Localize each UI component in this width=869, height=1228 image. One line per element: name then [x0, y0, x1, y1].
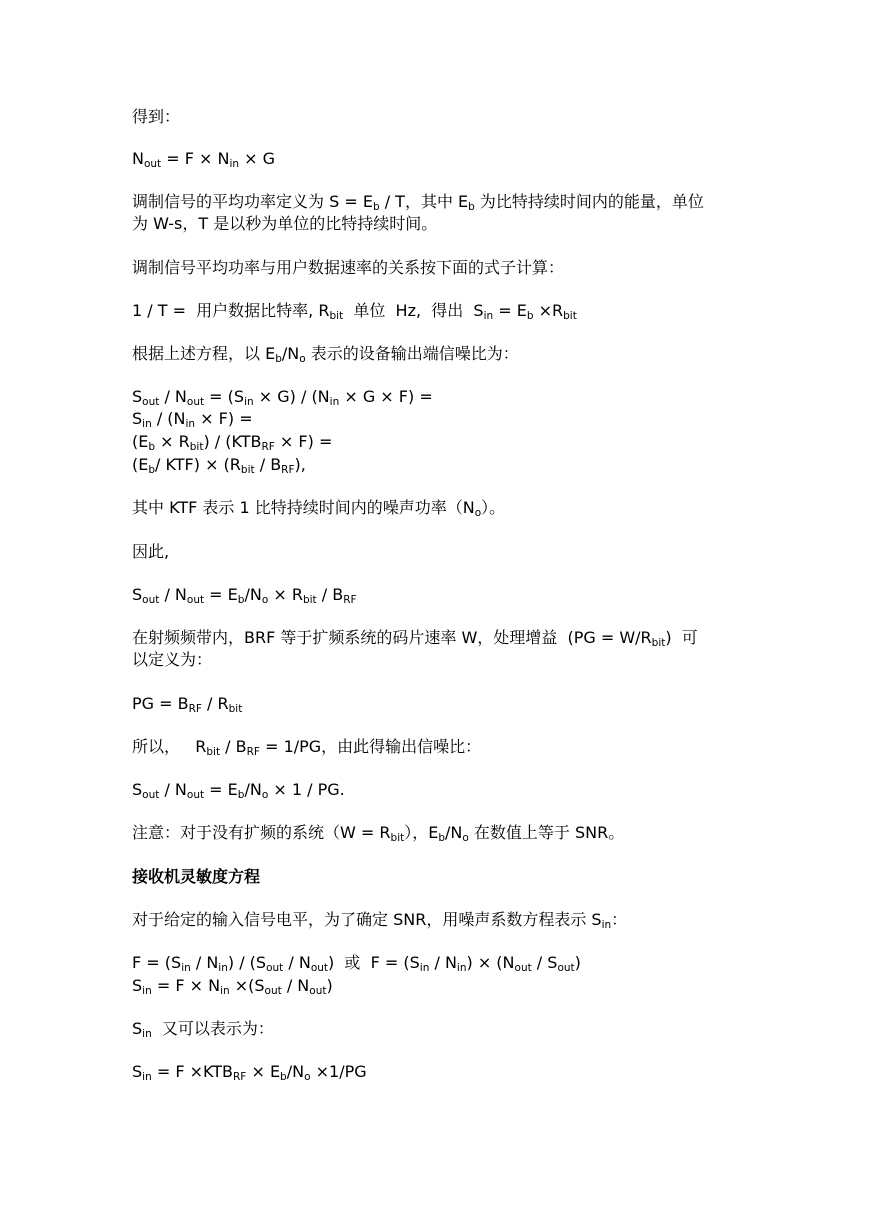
text-segment: = (S — [204, 387, 245, 406]
subscript: in — [142, 1071, 152, 1083]
text-segment: / N — [159, 387, 187, 406]
text-segment: / N — [429, 953, 457, 972]
text-line — [132, 779, 345, 801]
text-segment: 调制信号平均功率与用户数据速率的关系按下面的式子计算： — [132, 258, 565, 277]
subscript: bit — [329, 310, 344, 322]
text-segment: = F × N — [161, 149, 230, 168]
text-segment: × G — [239, 149, 276, 168]
text-line — [132, 541, 169, 563]
text-line — [132, 497, 505, 519]
subscript: b — [438, 832, 446, 844]
text-segment: 所以， R — [132, 737, 207, 756]
text-segment: ) — [326, 976, 333, 995]
text-segment: ），E — [404, 823, 439, 842]
subscript: out — [186, 396, 205, 408]
subscript: b — [275, 353, 282, 365]
subscript: bit — [651, 637, 666, 649]
text-segment: ： — [611, 910, 628, 929]
text-segment: 调制信号的平均功率定义为 S = E — [132, 192, 373, 211]
text-segment: S — [132, 780, 143, 799]
text-segment: ) × (N — [466, 953, 515, 972]
text-line — [132, 386, 433, 408]
text-segment: = F ×KTB — [151, 1062, 234, 1081]
subscript: out — [264, 985, 282, 997]
text-segment: ) 可 — [665, 628, 698, 647]
text-segment: / N — [283, 953, 311, 972]
text-segment: × G × F) = — [339, 387, 433, 406]
text-line — [132, 1061, 367, 1083]
subscript: out — [142, 789, 160, 801]
text-segment: ), — [294, 455, 306, 474]
subscript: b — [526, 310, 534, 322]
text-segment: 注意：对于没有扩频的系统（W = R — [132, 823, 391, 842]
subscript: o — [299, 353, 306, 365]
subscript: RF — [281, 464, 295, 476]
subscript: b — [280, 1071, 287, 1083]
text-segment: / B — [316, 585, 344, 604]
subscript: bit — [228, 703, 243, 715]
subscript: in — [220, 985, 230, 997]
text-segment: S — [132, 585, 143, 604]
text-line — [132, 431, 332, 453]
text-segment: / N — [190, 953, 219, 972]
subscript: bit — [189, 441, 204, 453]
text-segment: PG = B — [132, 694, 189, 713]
subscript: RF — [246, 746, 260, 758]
text-segment: /N — [244, 780, 262, 799]
text-segment: S — [132, 1062, 143, 1081]
text-segment: = 1/PG，由此得输出信噪比： — [259, 737, 482, 756]
subscript: o — [304, 1071, 311, 1083]
text-segment: 在射频频带内，BRF 等于扩频系统的码片速率 W，处理增益 (PG = W/R — [132, 628, 652, 647]
subscript: bit — [563, 310, 577, 322]
text-segment: 因此, — [132, 542, 170, 561]
subscript: bit — [302, 594, 317, 606]
text-line — [132, 454, 306, 476]
subscript: in — [185, 418, 196, 430]
subscript: RF — [343, 594, 357, 606]
text-line — [132, 257, 564, 279]
text-segment: / R — [201, 694, 229, 713]
text-segment: 对于给定的输入信号电平，为了确定 SNR，用噪声系数方程表示 S — [132, 910, 602, 929]
subscript: in — [329, 396, 340, 408]
text-segment: = F × N — [151, 976, 221, 995]
text-segment: × E — [246, 1062, 281, 1081]
text-line — [132, 627, 698, 649]
subscript: RF — [233, 1071, 247, 1083]
subscript: RF — [261, 441, 275, 453]
text-segment: (E — [132, 432, 149, 451]
text-segment: × R — [155, 432, 190, 451]
text-segment: 得到： — [132, 107, 181, 126]
text-segment: ) 或 F = (S — [328, 953, 420, 972]
subscript: b — [372, 201, 380, 213]
text-segment: / T，其中 E — [379, 192, 469, 211]
text-segment: 以定义为： — [132, 650, 213, 669]
text-segment: ×(S — [229, 976, 265, 995]
text-segment: × G) / (N — [253, 387, 330, 406]
text-segment: / N — [159, 780, 187, 799]
text-segment: × 1 / PG. — [268, 780, 345, 799]
subscript: in — [419, 962, 430, 974]
text-segment: F = (S — [132, 953, 182, 972]
text-segment: 为 W-s，T 是以秒为单位的比特持续时间。 — [132, 214, 438, 233]
text-segment: 表示的设备输出端信噪比为： — [305, 344, 519, 363]
subscript: in — [456, 962, 467, 974]
text-segment: = E — [204, 780, 238, 799]
text-segment: / B — [220, 737, 247, 756]
text-segment: 其中 KTF 表示 1 比特持续时间内的噪声功率（N — [132, 498, 475, 517]
text-segment: ×R — [533, 301, 564, 320]
subscript: out — [309, 985, 327, 997]
subscript: in — [483, 310, 494, 322]
text-segment: / N — [281, 976, 310, 995]
text-line — [132, 952, 581, 974]
subscript: out — [557, 962, 575, 974]
text-line — [132, 1018, 274, 1040]
text-segment: S — [132, 1019, 143, 1038]
text-line — [132, 693, 242, 715]
section-heading — [132, 866, 260, 888]
text-segment: 1 / T = 用户数据比特率, R — [132, 301, 330, 320]
text-segment: / (N — [151, 409, 186, 428]
subscript: o — [474, 507, 482, 519]
subscript: in — [244, 396, 254, 408]
text-segment: = E — [204, 585, 238, 604]
text-line — [132, 975, 333, 997]
subscript: in — [229, 158, 240, 170]
subscript: bit — [206, 746, 221, 758]
text-segment: × F) = — [274, 432, 333, 451]
text-line — [132, 909, 627, 931]
text-segment: ）。 — [481, 498, 506, 517]
subscript: b — [148, 441, 156, 453]
text-line — [132, 649, 212, 671]
text-segment: 接收机灵敏度方程 — [132, 867, 261, 886]
text-line — [132, 213, 437, 235]
subscript: bit — [240, 464, 255, 476]
subscript: out — [186, 594, 205, 606]
subscript: out — [514, 962, 532, 974]
text-segment: 又可以表示为： — [151, 1019, 274, 1038]
subscript: out — [310, 962, 329, 974]
subscript: RF — [188, 703, 202, 715]
subscript: out — [142, 594, 160, 606]
text-segment: ×1/PG — [310, 1062, 367, 1081]
text-segment: 根据上述方程，以 E — [132, 344, 276, 363]
subscript: b — [237, 789, 245, 801]
subscript: in — [142, 418, 152, 430]
subscript: in — [142, 1028, 152, 1040]
text-segment: /N — [244, 585, 262, 604]
text-line — [132, 106, 180, 128]
subscript: b — [237, 594, 245, 606]
text-segment: /N — [286, 1062, 305, 1081]
text-segment: N — [132, 149, 144, 168]
text-segment: / B — [254, 455, 282, 474]
text-segment: ) / (KTB — [203, 432, 262, 451]
text-segment: / KTF) × (R — [155, 455, 241, 474]
text-segment: × F) = — [195, 409, 253, 428]
subscript: out — [143, 158, 162, 170]
subscript: bit — [390, 832, 405, 844]
subscript: out — [142, 396, 160, 408]
text-segment: 在数值上等于 SNR。 — [468, 823, 625, 842]
text-line — [132, 343, 519, 365]
text-segment: S — [132, 409, 143, 428]
text-segment: (E — [132, 455, 149, 474]
subscript: o — [261, 789, 269, 801]
text-segment: 为比特持续时间内的能量，单位 — [474, 192, 704, 211]
subscript: in — [601, 919, 612, 931]
text-segment: × R — [268, 585, 303, 604]
text-segment: /N — [281, 344, 300, 363]
text-line — [132, 148, 275, 170]
text-line — [132, 584, 357, 606]
text-segment: 单位 Hz, 得出 S — [343, 301, 484, 320]
text-segment: / N — [159, 585, 187, 604]
text-line — [132, 736, 481, 758]
text-segment: = E — [493, 301, 527, 320]
text-segment: ) — [574, 953, 581, 972]
text-line — [132, 300, 577, 322]
text-segment: / S — [531, 953, 558, 972]
subscript: in — [142, 985, 152, 997]
subscript: in — [181, 962, 191, 974]
text-segment: S — [132, 976, 143, 995]
text-line — [132, 408, 253, 430]
text-segment: S — [132, 387, 143, 406]
text-line — [132, 822, 624, 844]
subscript: b — [468, 201, 475, 213]
subscript: in — [218, 962, 228, 974]
text-segment: ) / (S — [227, 953, 267, 972]
text-line — [132, 191, 704, 213]
subscript: out — [266, 962, 284, 974]
subscript: o — [462, 832, 469, 844]
subscript: b — [148, 464, 156, 476]
subscript: o — [261, 594, 269, 606]
text-segment: /N — [445, 823, 463, 842]
subscript: out — [186, 789, 205, 801]
